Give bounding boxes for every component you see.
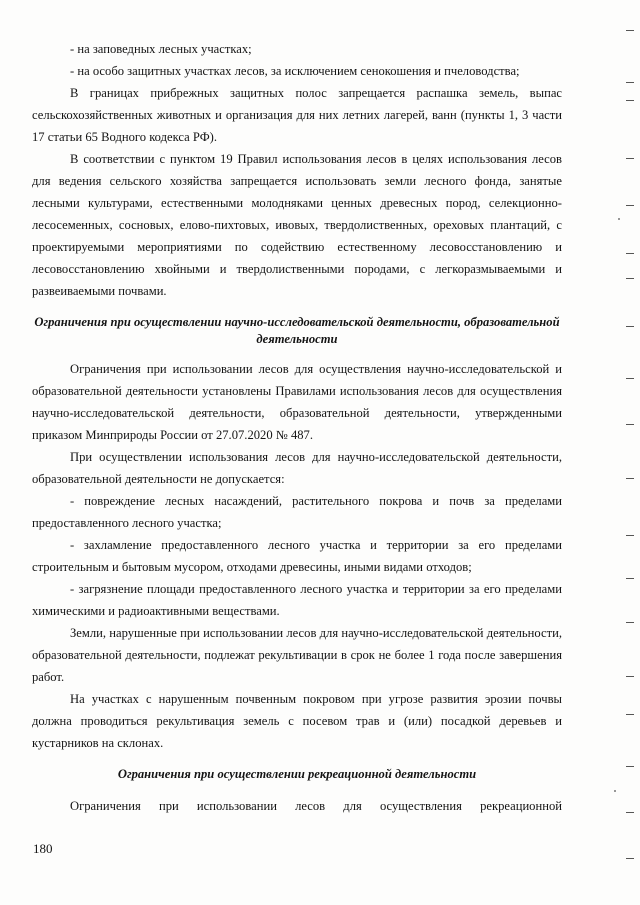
page-number: 180 [33,841,53,856]
paragraph-recreation-start: Ограничения при использовании лесов для осуществления рекреационной [70,799,562,813]
paragraph-agriculture-rules: В соответствии с пунктом 19 Правил использования лесов в целях использования лесов для ведения сельского хозяйства запрещается использовать земли лесного фонда, занятые лесными культурами, естественными молодняками ценных древесных пород, селекционно-лесосеменных, сосновых, елово-пихтовых, ивовых, твердолиственных, ореховых плантаций, с проектируемыми мероприятиями по содействию естественному лесовосстановлению и лесовосстановлению хвойными и твердолиственными породами, с легкоразмываемыми и развеиваемыми почвами. [32,152,562,298]
list-item-littering: - захламление предоставленного лесного участка и территории за его пределами строительным и бытовым мусором, отходами древесины, иными видами отходов; [32,538,562,574]
list-item-pollution: - загрязнение площади предоставленного лесного участка и территории за его пределами химическими и радиоактивными веществами. [32,582,562,618]
list-item-damage: - повреждение лесных насаждений, растительного покрова и почв за пределами предоставленного лесного участка; [32,494,562,530]
paragraph-research-rules: Ограничения при использовании лесов для осуществления научно-исследовательской и образовательной деятельности установлены Правилами использования лесов для осуществления научно-исследовательской деятельности, образовательной деятельности, утвержденными приказом Минприроды России от 27.07.2020 № 487. [32,362,562,442]
scan-margin-marks [610,0,640,905]
paragraph-not-allowed-intro: При осуществлении использования лесов для научно-исследовательской деятельности, образовательной деятельности не допускается: [32,450,562,486]
paragraph-erosion: На участках с нарушенным почвенным покровом при угрозе развития эрозии почвы должна проводиться рекультивация земель с посевом трав и (или) посадкой деревьев и кустарников на склонах. [32,692,562,750]
list-item-protected-plots: - на особо защитных участках лесов, за исключением сенокошения и пчеловодства; [70,64,520,78]
paragraph-recultivation: Земли, нарушенные при использовании лесов для научно-исследовательской деятельности, образовательной деятельности, подлежат рекультивации в срок не более 1 года после завершения работ. [32,626,562,684]
section-heading-recreation: Ограничения при осуществлении рекреационной деятельности [117,767,477,781]
list-item-reserved-plots: - на заповедных лесных участках; [70,42,252,56]
page-body [32,38,562,817]
section-heading-research: Ограничения при осуществлении научно-исследовательской деятельности, образовательной деятельности [34,315,560,346]
paragraph-coastal-strips: В границах прибрежных защитных полос запрещается распашка земель, выпас сельскохозяйственных животных и организация для них летних лагерей, ванн (пункты 1, 3 части 17 статьи 65 Водного кодекса РФ). [32,86,562,144]
